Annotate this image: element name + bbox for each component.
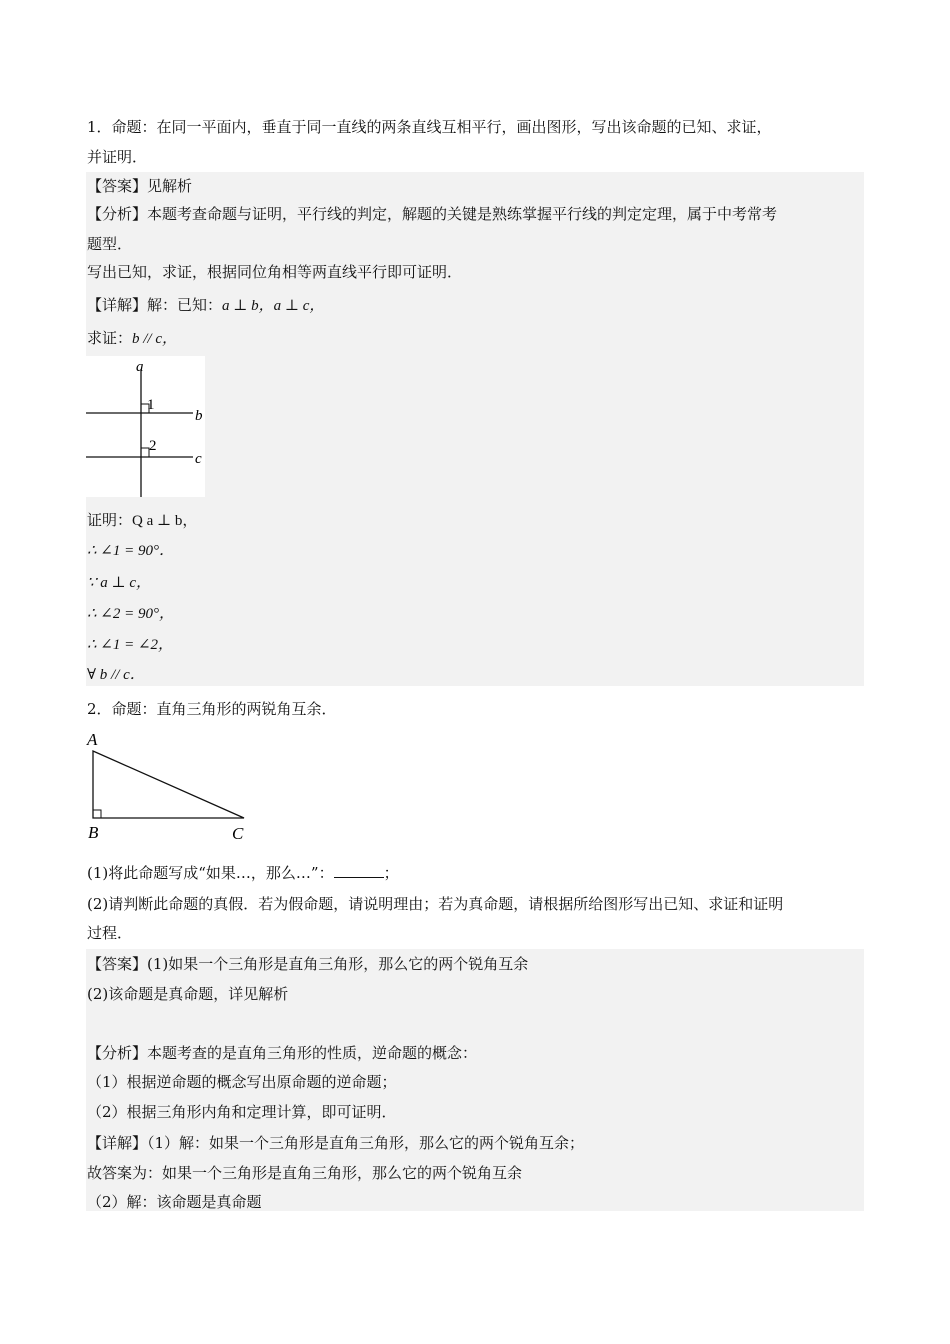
q1-figure (86, 356, 205, 497)
q2-question (87, 698, 863, 720)
q1-prove-prefix: 求证： (87, 329, 133, 347)
q1-prove-line (87, 327, 863, 350)
q1-prove: b // c， (132, 331, 178, 347)
q1-proof-line2: ∴ ∠1 = 90°． (87, 543, 174, 559)
q2-analysis-line3: （2）根据三角形内角和定理计算，即可证明． (87, 1103, 397, 1121)
q2-analysis-line1: 【分析】本题考查的是直角三角形的性质，逆命题的概念： (87, 1044, 478, 1062)
q1-proof-line6: ∀ b // c． (87, 667, 145, 683)
label-C: C (232, 824, 244, 843)
label-B: B (88, 823, 99, 842)
q1-proof-line4: ∴ ∠2 = 90°， (87, 606, 174, 622)
q2-part1-suffix: ； (383, 864, 399, 882)
q2-part1-prefix: (1)将此命题写成“如果…，那么…”： (87, 864, 334, 882)
label-b: b (195, 408, 203, 424)
q2-part2-line1: (2)请判断此命题的真假．若为假命题，请说明理由；若为真命题，请根据所给图形写出已知、求证和证明 (87, 895, 784, 913)
q1-text-line1: 命题：在同一平面内，垂直于同一直线的两条直线互相平行，画出图形，写出该命题的已知、求证， (111, 118, 772, 136)
q1-detail-given (87, 294, 863, 317)
q2-detail-line3: （2）解：该命题是真命题 (87, 1193, 262, 1211)
q1-detail-prefix: 【详解】解：已知： (87, 296, 223, 314)
q1-analysis-line1: 【分析】本题考查命题与证明，平行线的判定，解题的关键是熟练掌握平行线的判定定理，属于中考常考 (87, 205, 778, 223)
q2-detail-line2: 故答案为：如果一个三角形是直角三角形，那么它的两个锐角互余 (87, 1164, 523, 1182)
label-A: A (87, 730, 98, 749)
q2-analysis-line2: （1）根据逆命题的概念写出原命题的逆命题； (87, 1073, 397, 1091)
q1-given: a ⊥ b，a ⊥ c， (222, 298, 325, 314)
label-1: 1 (147, 397, 155, 413)
label-a: a (136, 359, 144, 375)
q1-analysis-line3: 写出已知，求证，根据同位角相等两直线平行即可证明． (87, 263, 463, 281)
q2-answer-line1: 【答案】(1)如果一个三角形是直角三角形，那么它的两个锐角互余 (87, 955, 529, 973)
q1-answer: 【答案】见解析 (87, 177, 193, 195)
q1-number: 1． (87, 118, 112, 136)
q1-question-line2: 并证明． (87, 148, 148, 166)
q2-detail-line1: 【详解】（1）解：如果一个三角形是直角三角形，那么它的两个锐角互余； (87, 1134, 585, 1152)
q1-question-line1 (87, 116, 863, 138)
q2-triangle-figure (86, 726, 256, 844)
label-2: 2 (149, 438, 157, 454)
q1-proof-line1: 证明：Q a ⊥ b， (87, 513, 198, 529)
q2-number: 2． (87, 700, 112, 718)
q1-analysis-line2: 题型． (87, 235, 133, 253)
answer-blank (334, 863, 384, 878)
q2-answer-line2: (2)该命题是真命题，详见解析 (87, 985, 289, 1003)
q1-proof-line5: ∴ ∠1 = ∠2， (87, 637, 174, 653)
q2-part1 (87, 862, 863, 884)
q1-proof-line3: ∵ a ⊥ c， (87, 575, 152, 591)
label-c: c (195, 451, 202, 467)
q2-text: 命题：直角三角形的两锐角互余． (111, 700, 337, 718)
q2-part2-line2: 过程． (87, 924, 133, 942)
